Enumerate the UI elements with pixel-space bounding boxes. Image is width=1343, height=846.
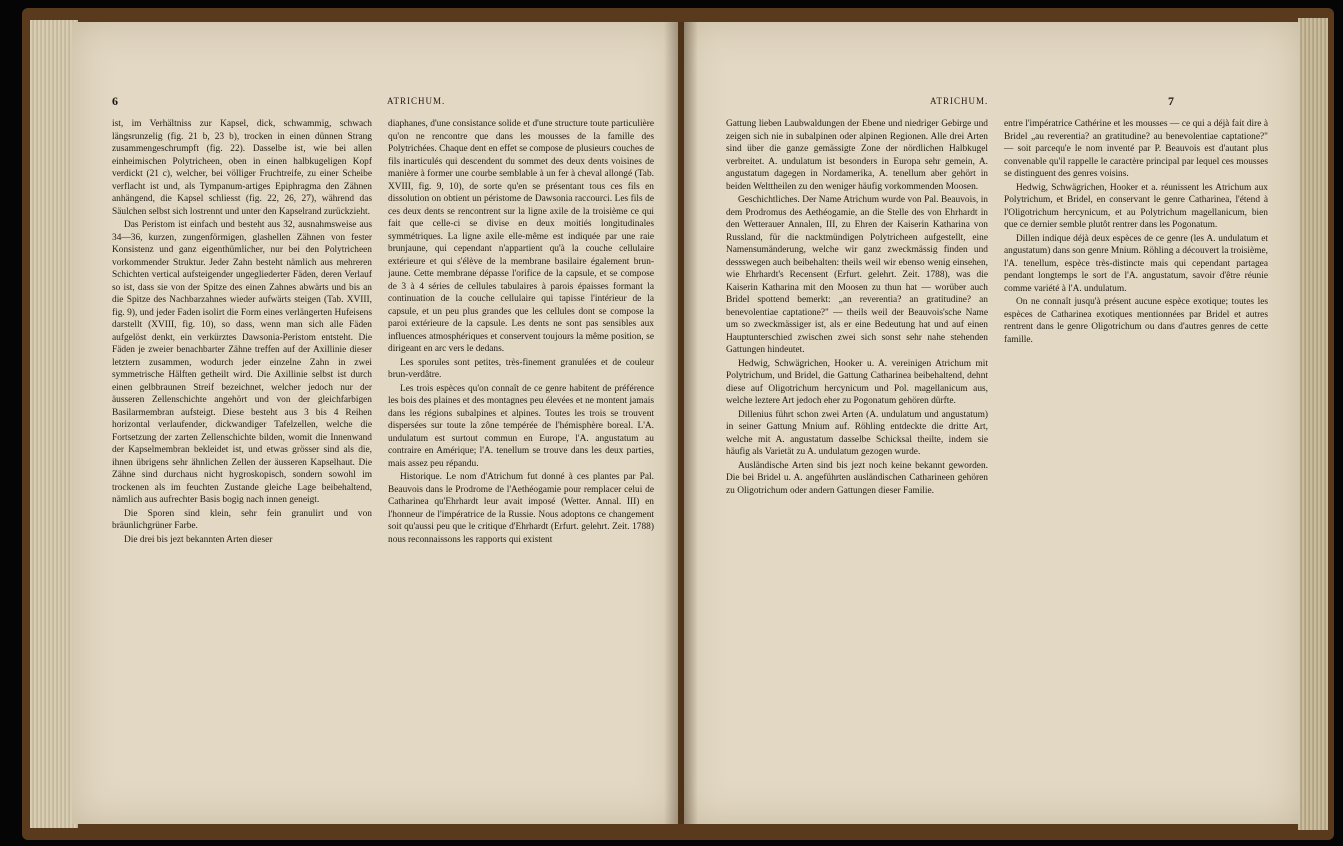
paragraph: Die Sporen sind klein, sehr fein granulirt und von bräunlichgrüner Farbe.	[112, 508, 372, 531]
running-head: ATRICHUM.	[387, 96, 446, 106]
paragraph: Historique. Le nom d'Atrichum fut donné à ces plantes par Pal. Beauvois dans le Prodrome de l'Aethéogamie pour remplacer celui de Catharinea qu'Ehrhardt leur avait imposé (Wetter. Annal. III) en l'honneur de l'impératrice de la Russie. Nous adoptons ce changement soit qu'aussi peu que le critique d'Ehrhardt (Erfurt. gelehrt. Zeit. 1788) nous reconnaissons les rapports qui existent	[388, 472, 654, 545]
left-page-edges	[30, 20, 78, 828]
text-column-german	[112, 118, 372, 798]
paragraph: On ne connaît jusqu'à présent aucune espèce exotique; toutes les espèces de Catharinea exotiques mentionnées par Bridel et autres rentrent dans le genre Oligotrichum ou dans d'autres genres de cette famille.	[1004, 297, 1268, 345]
paragraph: Hedwig, Schwägrichen, Hooker et a. réunissent les Atrichum aux Polytrichum, et Bridel, en conservant le genre Catharinea, l'étend à l'Oligotrichum hercynicum, et au Polytrichum magellanicum, bien que ce dernier semble plutôt rentrer dans les Pogonatum.	[1004, 182, 1268, 230]
paragraph: Les sporules sont petites, très-finement granulées et de couleur brun-verdâtre.	[388, 357, 654, 380]
paragraph: entre l'impératrice Cathérine et les mousses — ce qui a déjà fait dire à Bridel „au reverentia? an gratitudine? au benevolentiae captatione?" — soit parcequ'e le nom inventé par P. Beauvois est d'autant plus convenable qu'il rappelle le caractère principal par lequel ces mousses se distinguent des genres voisins.	[1004, 119, 1268, 179]
text-column-french	[388, 118, 654, 798]
paragraph: Dillen indique déjà deux espèces de ce genre (les A. undulatum et angustatum) dans son genre Mnium. Röhling a découvert la troisième, l'A. tenellum, espèce très-distincte mais qui cependant partagea pendant longtemps le sort de l'A. angustatum, savoir d'être réunie comme variété à l'A. undulatum.	[1004, 233, 1268, 294]
paragraph: Gattung lieben Laubwaldungen der Ebene und niedriger Gebirge und zeigen sich nie in subalpinen oder alpinen Regionen. Alle drei Arten sind über die ganze gemässigte Zone der nördlichen Halbkugel verbreitet. A. undulatum ist besonders in Europa sehr gemein, A. angustatum dagegen in Nordamerika, A. tenellum aber gehört in beiden Welttheilen zu den weniger häufig vorkommenden Moosen.	[726, 119, 988, 192]
page-number: 6	[112, 94, 118, 108]
paragraph: Geschichtliches. Der Name Atrichum wurde von Pal. Beauvois, in dem Prodromus des Aethéogamie, an die Stelle des von Ehrhardt in den Wetterauer Annalen, III, zu Ehren der Kaiserin Katharina von Russland, für die nacktmündigen Polytricheen aufgestellt, eine Namensumänderung, welche wir ganz zweckmässig finden und dessswegen auch beibehalten: theils weil wir ebenso wenig einsehen, wie Ehrhardt's Recensent (Erfurt. gelehrt. Zeit. 1788), was die Kaiserin Katharina mit den Moosen zu thun hat — worüber auch Bridel spottend bemerkt: „an reverentia? an gratitudine? an benevolentiae captatione?" — theils weil der Beauvois'sche Name um so zweckmässiger ist, als er eine Bedeutung hat und auf einen Hauptunterschied zwischen zwei sich sonst sehr nahe stehenden Gattungen hindeutet.	[726, 195, 988, 355]
text-column-german	[726, 118, 988, 718]
paragraph: ist, im Verhältniss zur Kapsel, dick, schwammig, schwach längsrunzelig (fig. 21 b, 23 b), trocken in einen dünnen Strang zusammengeschrumpft (fig. 22). Dasselbe ist, wie bei allen einheimischen Polytricheen, oben in einen halbkugeligen Kopf verdickt (21 c), welcher, bei völliger Fruchtreife, zu einer Scheibe verflacht ist und, als Tympanum-artiges Epiphragma den Zähnen anhängend, die Kapsel schliesst (fig. 22, 26, 27), während das Säulchen selbst sich lostrennt und unter den Kapselrand zurückzieht.	[112, 119, 372, 217]
paragraph: Hedwig, Schwägrichen, Hooker u. A. vereinigen Atrichum mit Polytrichum, und Bridel, die Gattung Catharinea beibehaltend, dehnt diese auf Oligotrichum hercynicum und Pol. magellanicum aus, welche leztere Art jedoch eher zu Pogonatum gehören dürfte.	[726, 358, 988, 406]
text-column-french	[1004, 118, 1268, 458]
running-head: ATRICHUM.	[930, 96, 989, 106]
paragraph: Dillenius führt schon zwei Arten (A. undulatum und angustatum) in seiner Gattung Mnium auf. Röhling entdeckte die dritte Art, welche mit A. angustatum dasselbe Schicksal theilte, indem sie häufig als Varietät zu A. undulatum gezogen wurde.	[726, 409, 988, 457]
paragraph: Les trois espèces qu'on connaît de ce genre habitent de préférence les bois des plaines et des montagnes peu élevées et ne montent jamais dans les régions subalpines et alpines. Toutes les trois se trouvent dispersées sur toute la zône tempérée de l'hémisphère boreal. L'A. undulatum est surtout commun en Europe, l'A. angustatum au contraire en Amérique; l'A. tenellum se trouve dans les deux parties, mais assez peu répandu.	[388, 383, 654, 469]
left-page	[72, 22, 678, 824]
right-page-edges	[1298, 18, 1328, 830]
page-number: 7	[1168, 94, 1174, 108]
right-page	[684, 22, 1300, 824]
paragraph: diaphanes, d'une consistance solide et d'une structure toute particulière qu'on ne rencontre que dans les mousses de la famille des Polytrichées. Chaque dent en effet se compose de plusieurs couches de fils inarticulés qui descendent du sommet des deux dents voisines de manière à former une courbe semblable à un fer à cheval allongé (Tab. XVIII, fig. 9, 10), de sorte qu'en se présentant tous ces fils en dissolution on obtient un péristome de Dawsonia raccourci. Les fils de ces deux dents se rencontrent sur la ligne axile de la troisième ce qui fait que celle-ci se divise en deux moitiés longitudinales symmétriques. La ligne axile elle-même est indiquée par une raie brunjaune, qui cependant n'appartient qu'à la couche cellulaire extérieure et qui s'élève de la membrane basilaire également brun-jaune. Cette membrane dépasse l'orifice de la capsule, et se compose de 3 à 4 séries de cellules tabulaires à parois épaisses formant la continuation de la couche cellulaire qui tapisse l'intérieur de la capsule, et un peu plus grandes que les cellules dont se compose la paroi extérieure de la capsule. Les dents ne sont pas sensibles aux influences atmosphériques et conservent toujours la même position, se dirigeant en arc vers le dedans.	[388, 119, 654, 354]
book-gutter	[664, 22, 698, 824]
paragraph: Ausländische Arten sind bis jezt noch keine bekannt geworden. Die bei Bridel u. A. angeführten ausländischen Catharineen gehören zu Oligotrichum oder andern Gattungen dieser Familie.	[726, 460, 988, 496]
paragraph: Die drei bis jezt bekannten Arten dieser	[124, 534, 273, 545]
paragraph: Das Peristom ist einfach und besteht aus 32, ausnahmsweise aus 34—36, kurzen, zungenförmigen, glashellen Zähnen von fester Konsistenz und ganz eigenthümlicher, nur bei den Polytricheen vorkommender Struktur. Jeder Zahn besteht nämlich aus mehreren Schichten vertical aufsteigender ungegliederter Fäden, deren Verlauf so ist, dass sie von der Spitze des einen Zahnes abwärts und bis an die Spitze des Nachbarzahnes wieder aufwärts steigen (Tab. XVIII, fig. 9), und jeder Faden isolirt die Form eines verlängerten Hufeisens darstellt (XVIII, fig. 10), so dass, wenn man sich alle Fäden aufgelöst denkt, ein verkürztes Dawsonia-Peristom entsteht. Die Fäden je zweier benachbarter Zähne treffen auf der Axillinie dieser letztern zusammen, wodurch jeder einzelne Zahn in zwei symmetrische Hälften getheilt wird. Die Axillinie selbst ist durch einen gelbbraunen Streif bezeichnet, welcher jedoch nur der äusseren Zellenschichte angehört und von der gleichfarbigen Basilarmembran aufsteigt. Diese besteht aus 3 bis 4 Reihen horizontal verlaufender, dickwandiger Tafelzellen, welche die Fortsetzung der zarten Zellenschichte bilden, womit die Innenwand der Kapselmembran bekleidet ist, und etwas grösser sind als die, ihnen übrigens sehr ähnlichen Zellen der äusseren Kapselhaut. Die Zähne sind durchaus nicht hygroskopisch, sondern sowohl im trockenen als im feuchten Zustande gleiche Lage beibehaltend, nämlich aus aufrechter Basis bogig nach innen geneigt.	[112, 220, 372, 505]
